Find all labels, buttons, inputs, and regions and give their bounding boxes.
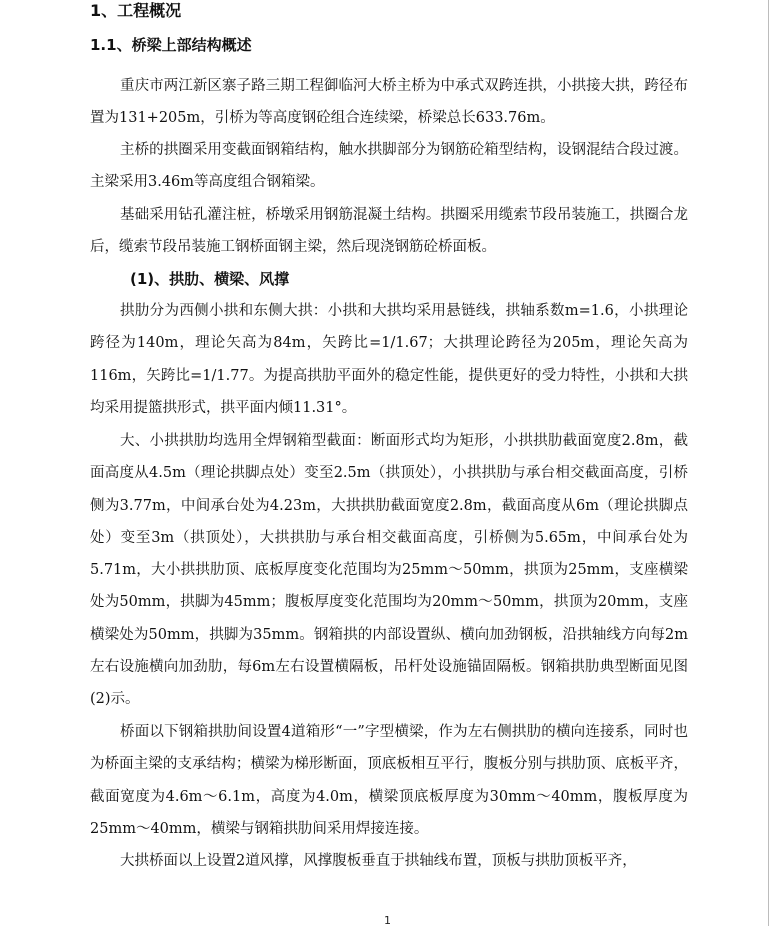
paragraph-arch-structure: 主桥的拱圈采用变截面钢箱结构，触水拱脚部分为钢筋砼箱型结构，设钢混结合段过渡。主梁采用3.46m等高度组合钢箱梁。 bbox=[90, 142, 688, 191]
page-number: 1 bbox=[384, 914, 391, 927]
sub-subsection-heading: (1)、拱肋、横梁、风撑 bbox=[130, 270, 290, 288]
paragraph-bridge-overview: 重庆市两江新区寨子路三期工程御临河大桥主桥为中承式双跨连拱，小拱接大拱，跨径布置为131+205m，引桥为等高度钢砼组合连续梁，桥梁总长633.76m。 bbox=[90, 78, 688, 127]
paragraph-wind-bracing: 大拱桥面以上设置2道风撑，风撑腹板垂直于拱轴线布置，顶板与拱肋顶板平齐， bbox=[120, 853, 637, 869]
section-heading: 1、工程概况 bbox=[90, 1, 182, 20]
paragraph-arch-rib-layout: 拱肋分为西侧小拱和东侧大拱：小拱和大拱均采用悬链线，拱轴系数m=1.6，小拱理论跨径为140m，理论矢高为84m，矢跨比=1/1.67；大拱理论跨径为205m，理论矢高为116m，矢跨比=1/1.77。为提高拱肋平面外的稳定性能，提供更好的受力特性，小拱和大拱均采用提篮拱形式，拱平面内倾11.31°。 bbox=[90, 303, 688, 416]
paragraph-cross-beams: 桥面以下钢箱拱肋间设置4道箱形“一”字型横梁，作为左右侧拱肋的横向连接系，同时也为桥面主梁的支承结构；横梁为梯形断面，顶底板相互平行，腹板分别与拱肋顶、底板平齐，截面宽度为4.6m～6.1m，高度为4.0m，横梁顶底板厚度为30mm～40mm，腹板厚度为25mm～40mm，横梁与钢箱拱肋间采用焊接连接。 bbox=[90, 724, 688, 837]
page-edge-divider bbox=[768, 0, 769, 926]
paragraph-arch-rib-section: 大、小拱拱肋均选用全焊钢箱型截面：断面形式均为矩形，小拱拱肋截面宽度2.8m，截面高度从4.5m（理论拱脚点处）变至2.5m（拱顶处），小拱拱肋与承台相交截面高度，引桥侧为3.77m，中间承台处为4.23m，大拱拱肋截面宽度2.8m，截面高度从6m（理论拱脚点处）变至3m（拱顶处），大拱拱肋与承台相交截面高度，引桥侧为5.65m，中间承台处为5.71m，大小拱拱肋顶、底板厚度变化范围均为25mm～50mm，拱顶为25mm，支座横梁处为50mm，拱脚为45mm；腹板厚度变化范围均为20mm～50mm，拱顶为20mm，支座横梁处为50mm，拱脚为35mm。钢箱拱的内部设置纵、横向加劲钢板，沿拱轴线方向每2m左右设施横向加劲肋，每6m左右设置横隔板，吊杆处设施锚固隔板。钢箱拱肋典型断面见图(2)示。 bbox=[90, 433, 688, 708]
subsection-heading: 1.1、桥梁上部结构概述 bbox=[90, 36, 252, 54]
paragraph-foundation: 基础采用钻孔灌注桩，桥墩采用钢筋混凝土结构。拱圈采用缆索节段吊装施工，拱圈合龙后，缆索节段吊装施工钢桥面钢主梁，然后现浇钢筋砼桥面板。 bbox=[90, 207, 688, 256]
